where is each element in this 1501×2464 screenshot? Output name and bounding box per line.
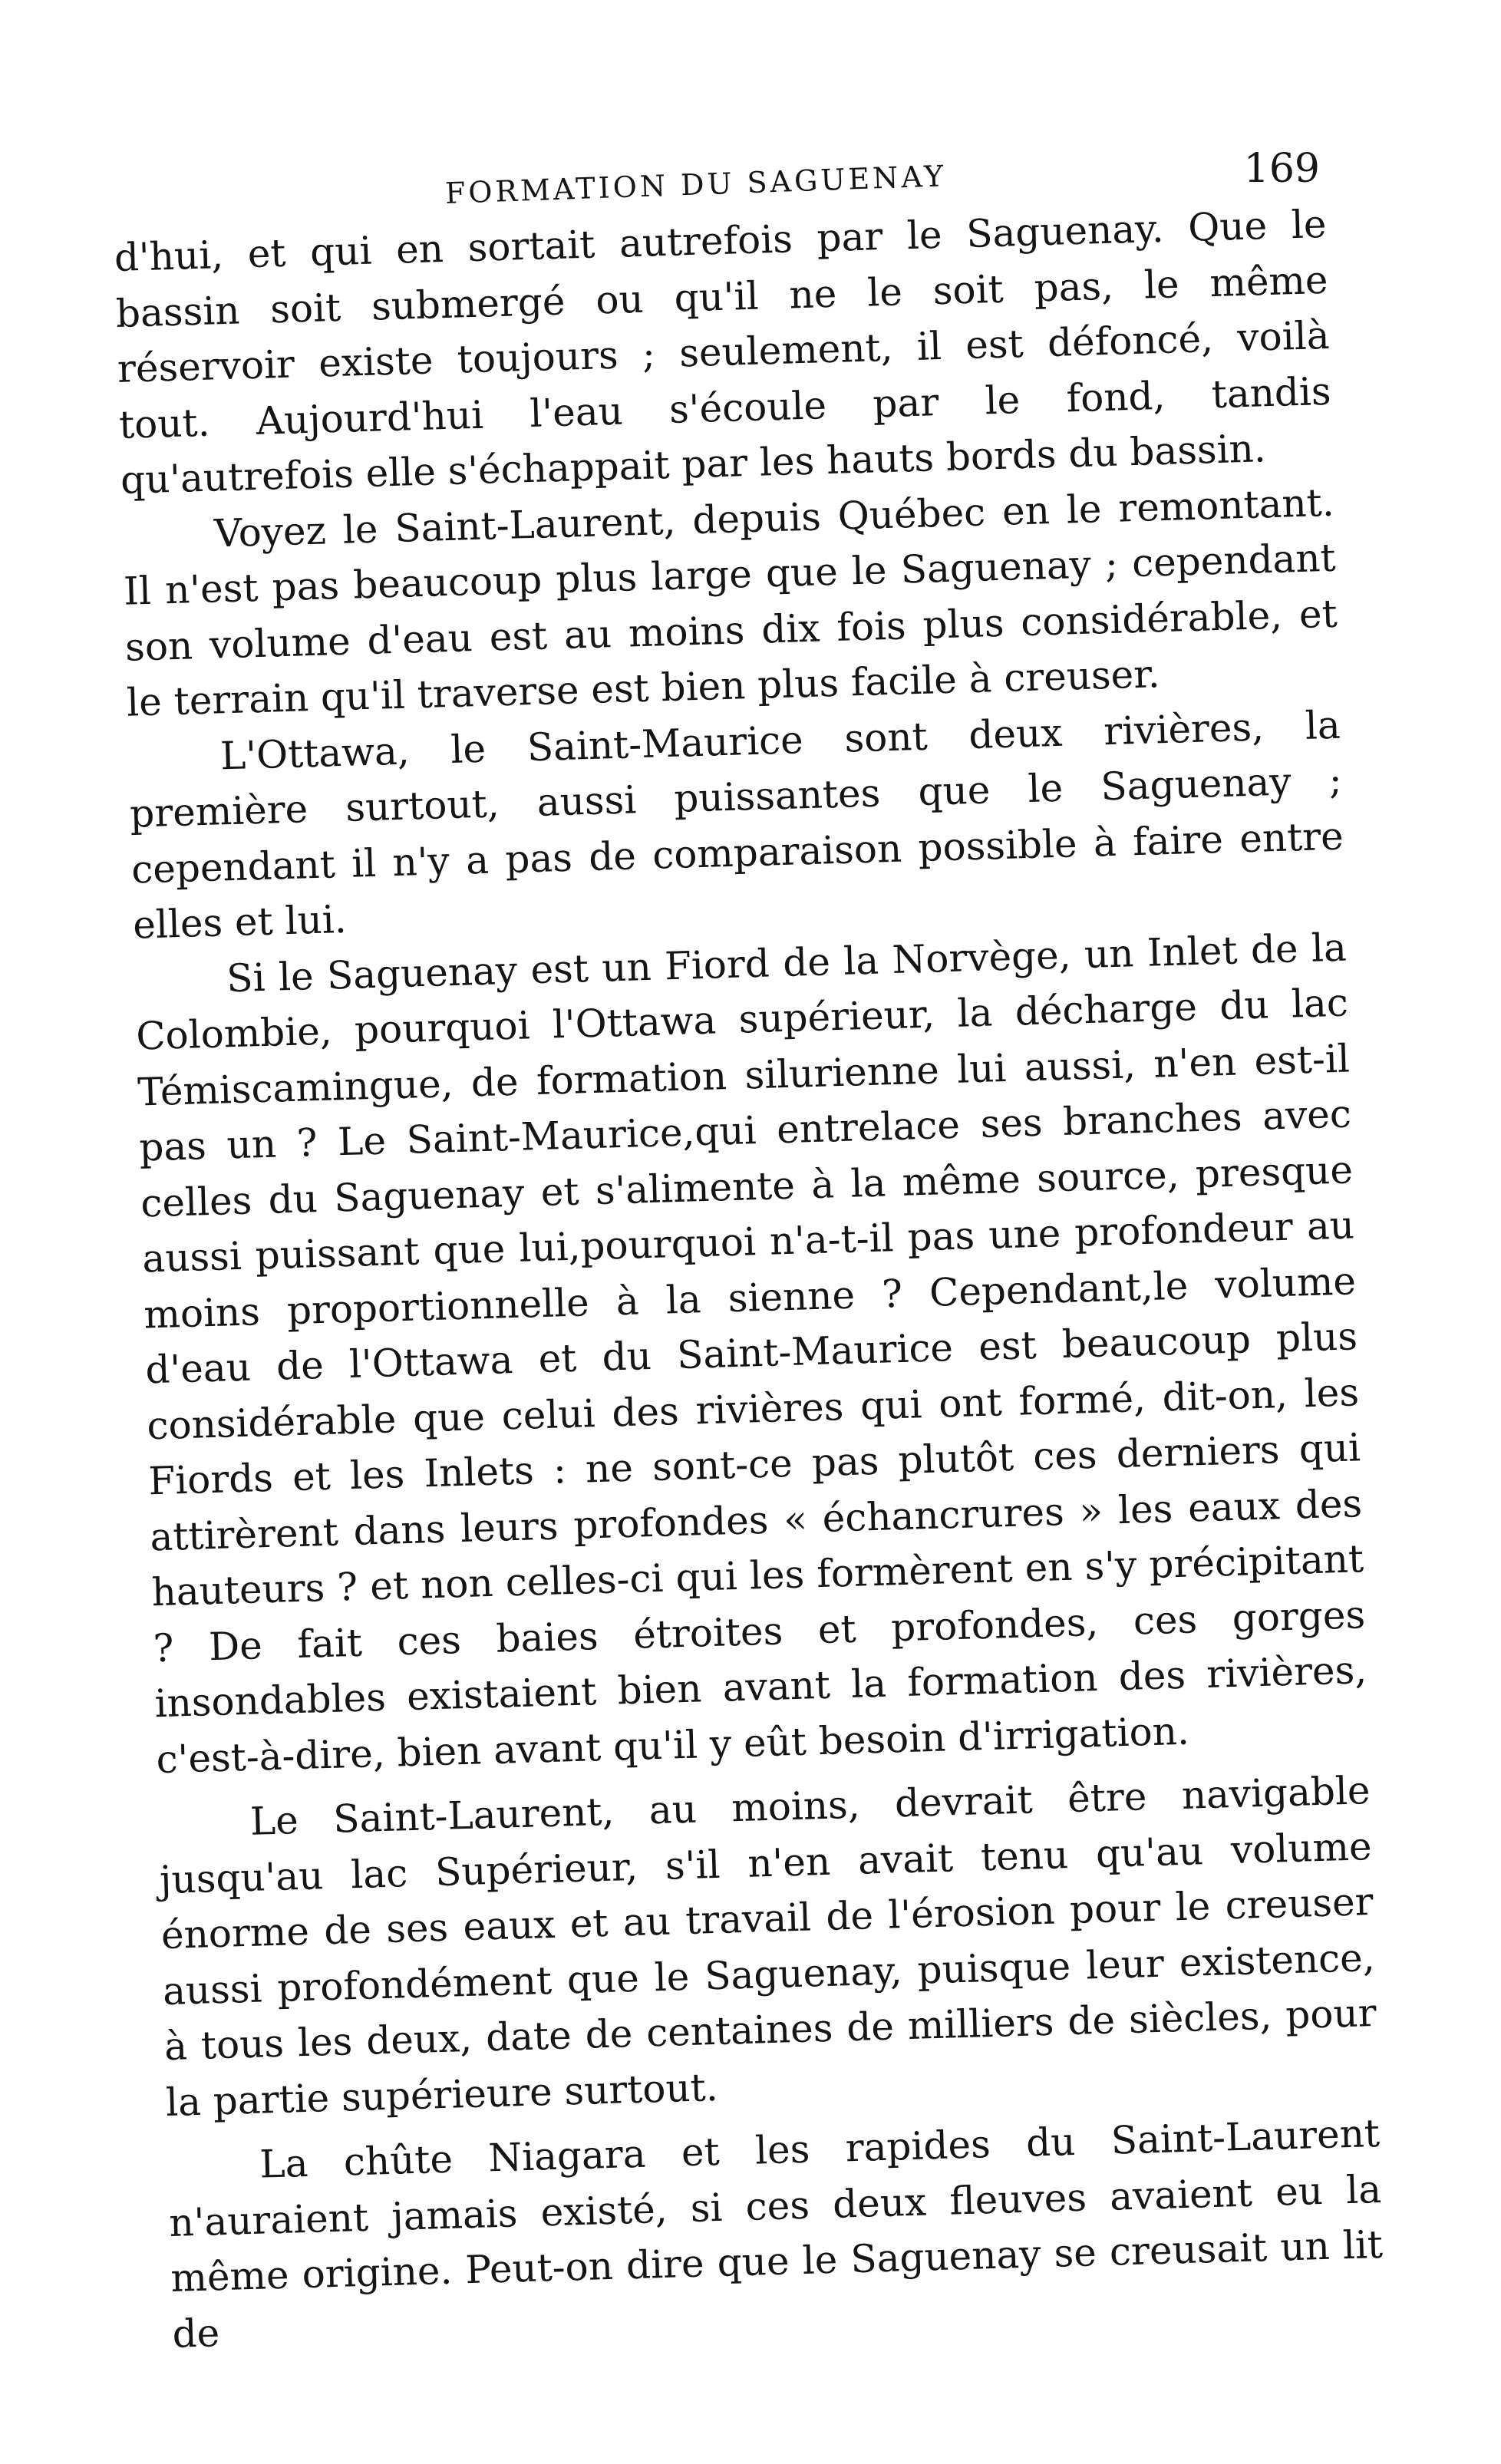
paragraph: Le Saint-Laurent, au moins, devrait être navigable jusqu'au lac Supérieur, s'il n'en avait tenu qu'au volume énorme de ses eaux et au travail de l'érosion pour le creuser aussi profondément que le Saguenay, puisque leur existence, à tous les deux, date de centaines de milliers de siècles, pour la partie supérieure surtout. (159, 1768, 1377, 2125)
paragraph: Si le Saguenay est un Fiord de la Norvège, un Inlet de la Colombie, pourquoi l'Ottawa supérieur, la décharge du lac Témiscamingue, de formation silurienne lui aussi, n'en est-il pas un ? Le Saint-Maurice,qui entrelace ses branches avec celles du Saguenay et s'alimente à la même source, presque aussi puissant que lui,pourquoi n'a-t-il pas une profondeur au moins proportionnelle à la sienne ? Cependant,le volume d'eau de l'Ottawa et du Saint-Maurice est beaucoup plus considérable que celui des rivières qui ont formé, dit-on, les Fiords et les Inlets : ne sont-ce pas plutôt ces derniers qui attirèrent dans leurs profondes « échancrures » les eaux des hauteurs ? et non celles-ci qui les formèrent en s'y précipitant ? De fait ces baies étroites et profondes, ces gorges insondables existaient bien avant la formation des rivières, c'est-à-dire, bien avant qu'il y eût besoin d'irrigation. (135, 925, 1367, 1782)
page-number: 169 (1243, 146, 1320, 192)
running-head: FORMATION DU SAGUENAY (444, 159, 948, 210)
paragraph: La chûte Niagara et les rapides du Saint-Laurent n'auraient jamais existé, si ces deux fleuves avaient eu la même origine. Peut-on dire que le Saguenay se creusait un lit de (168, 2110, 1384, 2357)
body-text (114, 196, 1385, 2362)
paragraph-continuation: d'hui, et qui en sortait autrefois par le Saguenay. Que le bassin soit submergé ou qu'il ne le soit pas, le même réservoir existe toujours ; seulement, il est défoncé, voilà tout. Aujourd'hui l'eau s'écoule par le fond, tandis qu'autrefois elle s'échappait par les hauts bords du bassin. (114, 201, 1332, 503)
page-header (115, 146, 1320, 210)
paragraph: Voyez le Saint-Laurent, depuis Québec en le remontant. Il n'est pas beaucoup plus large que le Saguenay ; cependant son volume d'eau est au moins dix fois plus considérable, et le terrain qu'il traverse est bien plus facile à creuser. (123, 480, 1338, 725)
paragraph: L'Ottawa, le Saint-Maurice sont deux rivières, la première surtout, aussi puissantes que le Saguenay ; cependant il n'y a pas de comparaison possible à faire entre elles et lui. (129, 702, 1344, 948)
